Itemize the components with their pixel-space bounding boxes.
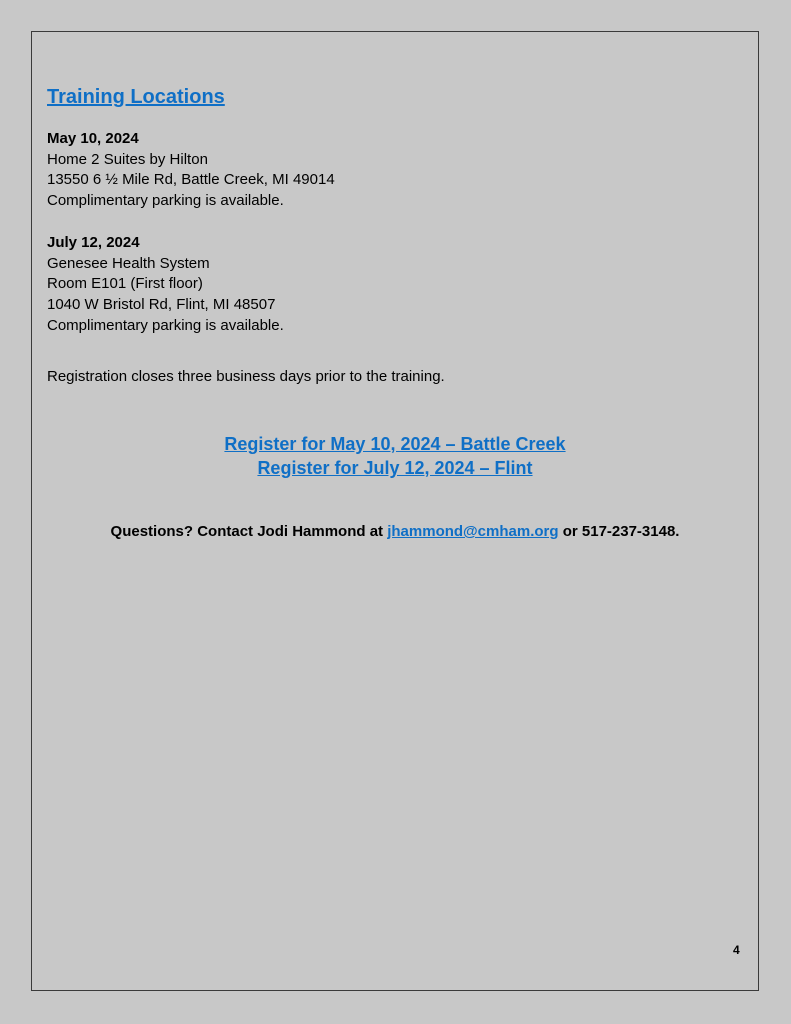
event-date: May 10, 2024: [47, 130, 139, 147]
contact-prefix: Questions? Contact Jodi Hammond at: [110, 523, 388, 540]
venue-address: 1040 W Bristol Rd, Flint, MI 48507: [47, 295, 276, 313]
email-link[interactable]: jhammond@cmham.org: [387, 523, 559, 540]
contact-line: [31, 521, 759, 542]
main-content: [47, 86, 747, 387]
event-date: July 12, 2024: [47, 233, 140, 251]
register-battle-creek-link[interactable]: Register for May 10, 2024 – Battle Creek: [224, 434, 566, 454]
parking-note: Complimentary parking is available.: [47, 192, 284, 210]
venue-room: Room E101 (First floor): [47, 275, 203, 293]
page-number: 4: [733, 943, 740, 957]
contact-suffix: or 517-237-3148.: [558, 523, 680, 540]
venue-name: Genesee Health System: [47, 254, 210, 272]
register-links: [31, 432, 759, 480]
venue-name: Home 2 Suites by Hilton: [47, 150, 208, 168]
register-flint-link[interactable]: Register for July 12, 2024 – Flint: [257, 458, 533, 478]
event-july-12: [47, 233, 747, 337]
registration-note: Registration closes three business days prior to the training.: [47, 368, 445, 386]
event-may-10: [47, 129, 747, 212]
parking-note: Complimentary parking is available.: [47, 316, 284, 334]
venue-address: 13550 6 ½ Mile Rd, Battle Creek, MI 49014: [47, 171, 335, 189]
training-locations-heading-link[interactable]: Training Locations: [47, 86, 225, 108]
